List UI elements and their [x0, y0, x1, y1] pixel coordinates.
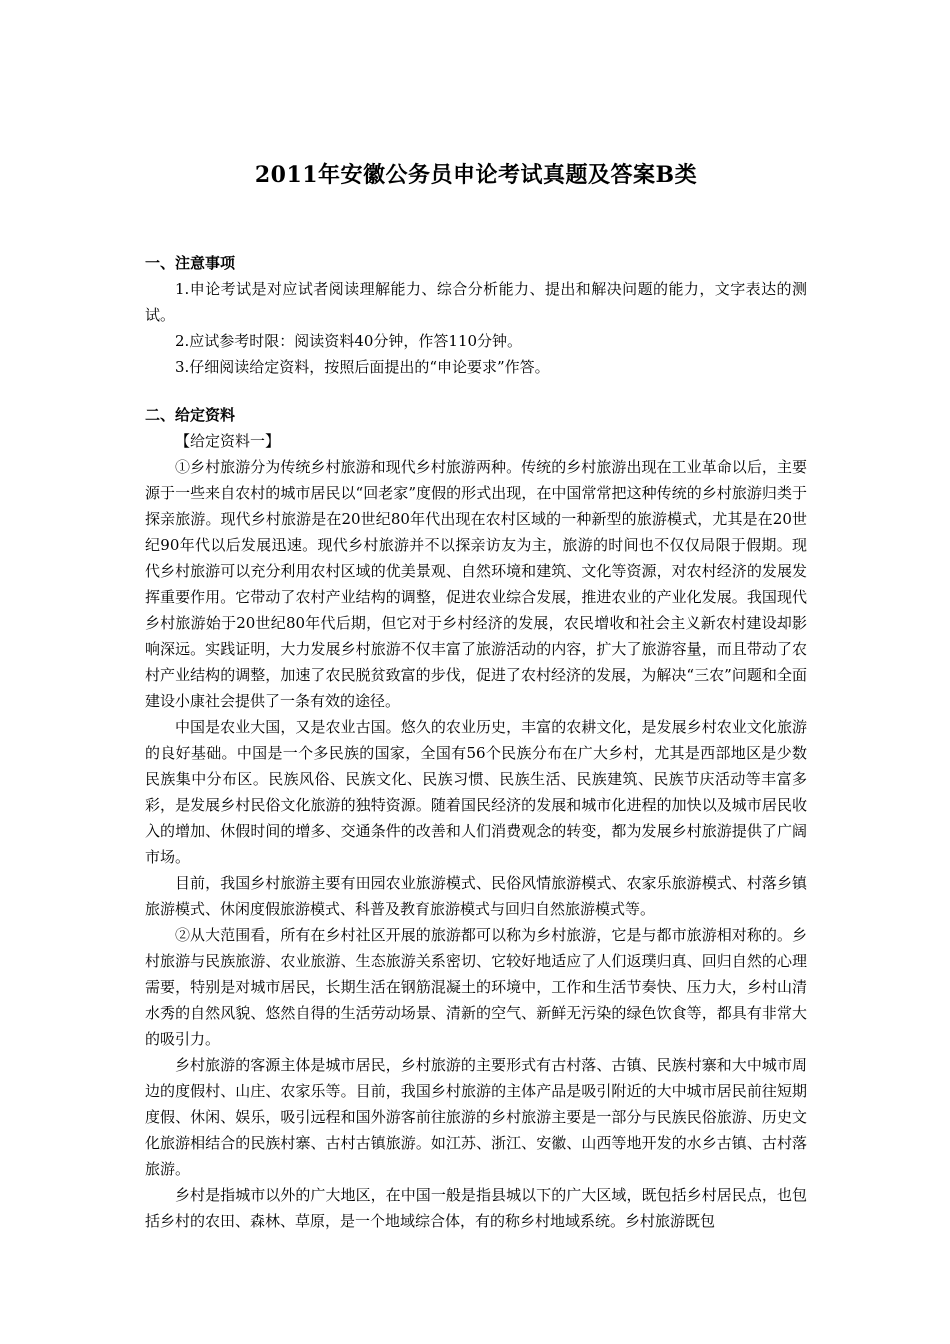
material-paragraph: 中国是农业大国，又是农业古国。悠久的农业历史，丰富的农耕文化，是发展乡村农业文化旅游的良好基础。中国是一个多民族的国家，全国有56个民族分布在广大乡村，尤其是西部地区是少数民族集中分布区。民族风俗、民族文化、民族习惯、民族生活、民族建筑、民族节庆活动等丰富多彩，是发展乡村民俗文化旅游的独特资源。随着国民经济的发展和城市化进程的加快以及城市居民收入的增加、休假时间的增多、交通条件的改善和人们消费观念的转变，都为发展乡村旅游提供了广阔市场。: [145, 718, 807, 866]
material-paragraph: 目前，我国乡村旅游主要有田园农业旅游模式、民俗风情旅游模式、农家乐旅游模式、村落乡镇旅游模式、休闲度假旅游模式、科普及教育旅游模式与回归自然旅游模式等。: [145, 874, 807, 918]
material-paragraph: 乡村是指城市以外的广大地区，在中国一般是指县城以下的广大区域，既包括乡村居民点，也包括乡村的农田、森林、草原，是一个地域综合体，有的称乡村地域系统。乡村旅游既包: [145, 1186, 807, 1230]
material-subheading: 【给定资料一】: [175, 432, 281, 450]
document-body: [145, 250, 807, 1234]
section-spacer: [145, 380, 807, 402]
section-heading-materials: 二、给定资料: [145, 406, 236, 424]
notes-item-3: 3.仔细阅读给定资料，按照后面提出的“申论要求”作答。: [175, 358, 550, 376]
material-paragraph: ②从大范围看，所有在乡村社区开展的旅游都可以称为乡村旅游，它是与都市旅游相对称的。乡村旅游与民族旅游、农业旅游、生态旅游关系密切、它较好地适应了人们返璞归真、回归自然的心理需要，特别是对城市居民，长期生活在钢筋混凝土的环境中，工作和生活节奏快、压力大，乡村山清水秀的自然风貌、悠然自得的生活劳动场景、清新的空气、新鲜无污染的绿色饮食等，都具有非常大的吸引力。: [145, 926, 807, 1048]
material-paragraph: ①乡村旅游分为传统乡村旅游和现代乡村旅游两种。传统的乡村旅游出现在工业革命以后，主要源于一些来自农村的城市居民以“回老家”度假的形式出现，在中国常常把这种传统的乡村旅游归类于探亲旅游。现代乡村旅游是在20世纪80年代出现在农村区域的一种新型的旅游模式，尤其是在20世纪90年代以后发展迅速。现代乡村旅游并不以探亲访友为主，旅游的时间也不仅仅局限于假期。现代乡村旅游可以充分利用农村区域的优美景观、自然环境和建筑、文化等资源，对农村经济的发展发挥重要作用。它带动了农村产业结构的调整，促进农业综合发展，推进农业的产业化发展。我国现代乡村旅游始于20世纪80年代后期，但它对于乡村经济的发展，农民增收和社会主义新农村建设却影响深远。实践证明，大力发展乡村旅游不仅丰富了旅游活动的内容，扩大了旅游容量，而且带动了农村产业结构的调整，加速了农民脱贫致富的步伐，促进了农村经济的发展，为解决“三农”问题和全面建设小康社会提供了一条有效的途径。: [145, 458, 807, 710]
section-heading-notes: 一、注意事项: [145, 254, 236, 272]
notes-item-1: 1.申论考试是对应试者阅读理解能力、综合分析能力、提出和解决问题的能力，文字表达的测试。: [145, 280, 807, 324]
notes-item-2: 2.应试参考时限：阅读资料40分钟，作答110分钟。: [175, 332, 523, 350]
document-title: 2011年安徽公务员申论考试真题及答案B类: [254, 162, 698, 188]
material-paragraph: 乡村旅游的客源主体是城市居民，乡村旅游的主要形式有古村落、古镇、民族村寨和大中城市周边的度假村、山庄、农家乐等。目前，我国乡村旅游的主体产品是吸引附近的大中城市居民前往短期度假、休闲、娱乐，吸引远程和国外游客前往旅游的乡村旅游主要是一部分与民族民俗旅游、历史文化旅游相结合的民族村寨、古村古镇旅游。如江苏、浙江、安徽、山西等地开发的水乡古镇、古村落旅游。: [145, 1056, 807, 1178]
